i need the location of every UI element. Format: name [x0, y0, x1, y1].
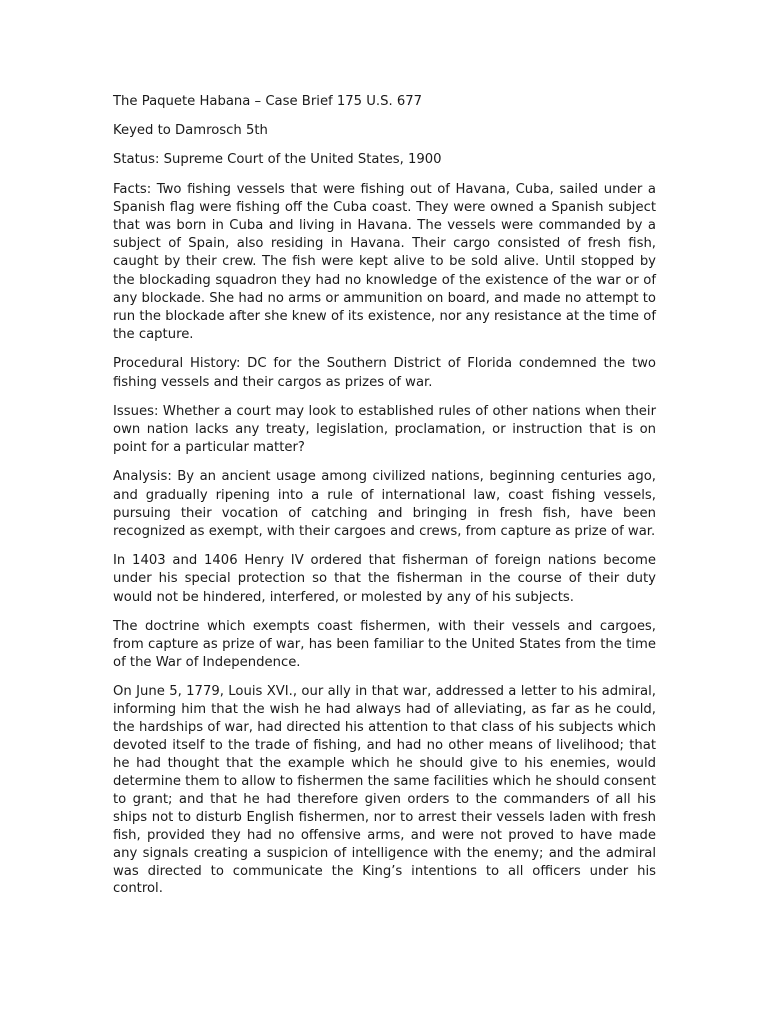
issues-paragraph: Issues: Whether a court may look to established rules of other nations when their own nation lacks any treaty, legislation, proclamation, or instruction that is on point for a particular matter? [113, 403, 656, 456]
analysis-paragraph: Analysis: By an ancient usage among civilized nations, beginning centuries ago, and gradually ripening into a rule of international law, coast fishing vessels, pursuing their vocation of catching and bringing in fresh fish, have been recognized as exempt, with their cargoes and crews, from capture as prize of war. [113, 469, 656, 540]
henry-iv-paragraph: In 1403 and 1406 Henry IV ordered that fisherman of foreign nations become under his special protection so that the fisherman in the course of their duty would not be hindered, interfered, or molested by any of his subjects. [113, 553, 656, 605]
doctrine-paragraph: The doctrine which exempts coast fishermen, with their vessels and cargoes, from capture as prize of war, has been familiar to the United States from the time of the War of Independence. [113, 618, 656, 671]
keyed-to-line: Keyed to Damrosch 5th [113, 123, 268, 139]
case-title: The Paquete Habana – Case Brief 175 U.S. 677 [113, 94, 423, 109]
document-body [113, 93, 656, 909]
procedural-history-paragraph: Procedural History: DC for the Southern District of Florida condemned the two fishing vessels and their cargos as prizes of war. [113, 356, 656, 390]
facts-paragraph: Facts: Two fishing vessels that were fishing out of Havana, Cuba, sailed under a Spanish flag were fishing off the Cuba coast. They were owned a Spanish subject that was born in Cuba and living in Havana. The vessels were commanded by a subject of Spain, also residing in Havana. Their cargo consisted of fresh fish, caught by their crew. The fish were kept alive to be sold alive. Until stopped by the blockading squadron they had no knowledge of the existence of the war or of any blockade. She had no arms or ammunition on board, and made no attempt to run the blockade after she knew of its existence, nor any resistance at the time of the capture. [113, 181, 656, 343]
status-line: Status: Supreme Court of the United States, 1900 [113, 152, 442, 168]
louis-xvi-paragraph: On June 5, 1779, Louis XVI., our ally in that war, addressed a letter to his admiral, informing him that the wish he had always had of alleviating, as far as he could, the hardships of war, had directed his attention to that class of his subjects which devoted itself to the trade of fishing, and had no other means of livelihood; that he had thought that the example which he should give to his enemies, would determine them to allow to fishermen the same facilities which he should consent to grant; and that he had therefore given orders to the commanders of all his ships not to disturb English fishermen, nor to arrest their vessels laden with fresh fish, provided they had no offensive arms, and were not proved to have made any signals creating a suspicion of intelligence with the enemy; and the admiral was directed to communicate the King’s intentions to all officers under his control. [113, 684, 656, 897]
